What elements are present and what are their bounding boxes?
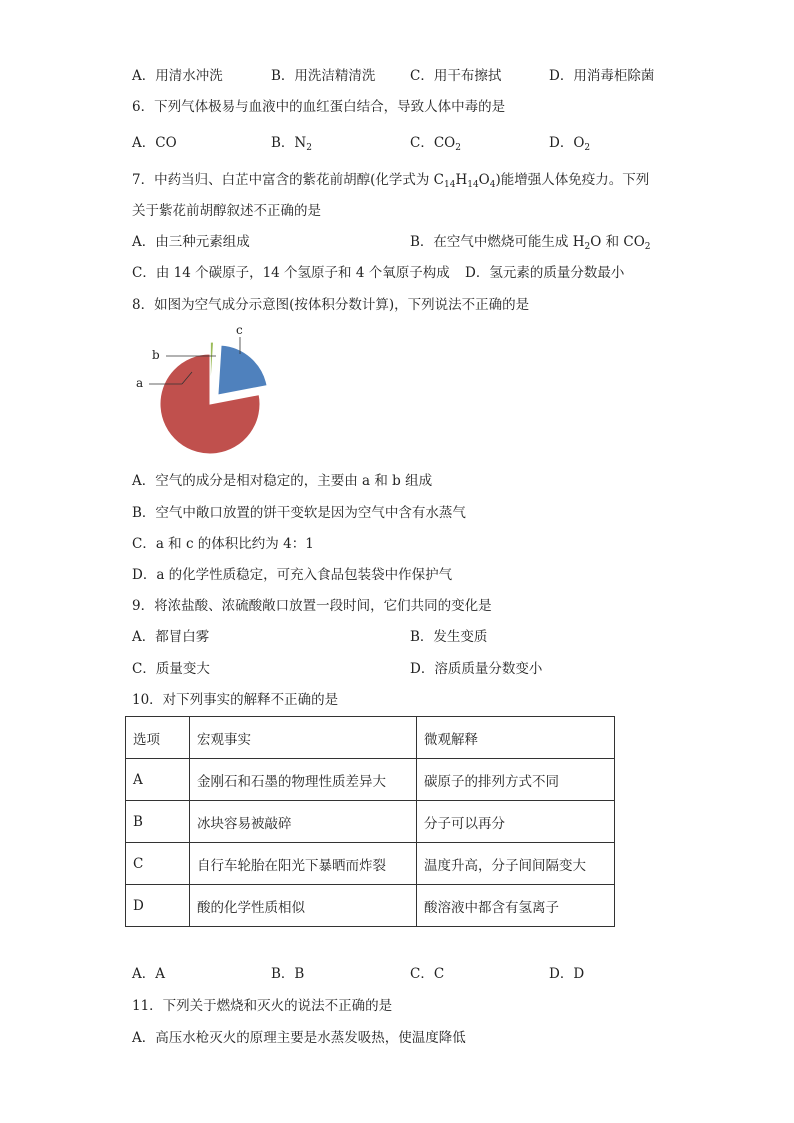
- q6-option-a: A．CO: [132, 135, 177, 151]
- q5-option-c: C．用干布擦拭: [410, 68, 502, 84]
- q11-stem: 11．下列关于燃烧和灭火的说法不正确的是: [132, 998, 393, 1014]
- table-cell: D: [126, 885, 190, 927]
- q6-option-c: C．$CO_2$: [410, 135, 461, 153]
- table-cell: 金刚石和石墨的物理性质差异大: [190, 759, 417, 801]
- q7-option-b: B．在空气中燃烧可能生成 $H_2O$ 和 $CO_2$: [410, 234, 651, 252]
- table-cell: 酸的化学性质相似: [190, 885, 417, 927]
- q9-option-b: B．发生变质: [410, 629, 488, 645]
- table-cell: A: [126, 759, 190, 801]
- q8-option-c: C．a 和 c 的体积比约为 4：1: [132, 536, 314, 552]
- q7-option-d: D．氢元素的质量分数最小: [465, 265, 625, 281]
- table-cell: 酸溶液中都含有氢离子: [417, 885, 615, 927]
- table-header-cell: 选项: [126, 717, 190, 759]
- q9-stem: 9．将浓盐酸、浓硫酸敞口放置一段时间，它们共同的变化是: [132, 598, 492, 614]
- q8-option-d: D．a 的化学性质稳定，可充入食品包装袋中作保护气: [132, 567, 453, 583]
- pie-label-a: a: [136, 376, 144, 390]
- table-cell: B: [126, 801, 190, 843]
- q7-stem-line2: 关于紫花前胡醇叙述不正确的是: [132, 203, 321, 219]
- q9-option-c: C．质量变大: [132, 661, 210, 677]
- air-composition-pie-chart: [130, 320, 290, 460]
- pie-label-b: b: [152, 348, 160, 362]
- q8-stem: 8．如图为空气成分示意图(按体积分数计算)，下列说法不正确的是: [132, 297, 530, 313]
- q7-stem-line1: 7．中药当归、白芷中富含的紫花前胡醇(化学式为 $C_{14}H_{14}O_4$)能增强人体免疫力。下列: [132, 172, 650, 190]
- q10-option-d: D．D: [549, 966, 585, 982]
- q6-option-b: B．$N_2$: [271, 135, 312, 153]
- table-cell: 自行车轮胎在阳光下暴晒而炸裂: [190, 843, 417, 885]
- q10-option-b: B．B: [271, 966, 305, 982]
- q5-option-b: B．用洗洁精清洗: [271, 68, 376, 84]
- q10-stem: 10．对下列事实的解释不正确的是: [132, 692, 339, 708]
- table-header-cell: 宏观事实: [190, 717, 417, 759]
- q6-stem: 6．下列气体极易与血液中的血红蛋白结合，导致人体中毒的是: [132, 99, 506, 115]
- table-cell: 分子可以再分: [417, 801, 615, 843]
- table-cell: C: [126, 843, 190, 885]
- pie-slice-b: [210, 342, 213, 392]
- q10-table: [125, 716, 615, 927]
- table-row: [126, 801, 615, 843]
- q8-option-b: B．空气中敞口放置的饼干变软是因为空气中含有水蒸气: [132, 505, 466, 521]
- q7-option-c: C．由 14 个碳原子，14 个氢原子和 4 个氧原子构成: [132, 265, 450, 281]
- q5-option-a: A．用清水冲洗: [132, 68, 223, 84]
- q9-option-a: A．都冒白雾: [132, 629, 210, 645]
- q9-option-d: D．溶质质量分数变小: [410, 661, 543, 677]
- pie-slice-c: [218, 345, 267, 395]
- q10-option-c: C．C: [410, 966, 445, 982]
- table-header-cell: 微观解释: [417, 717, 615, 759]
- table-cell: 碳原子的排列方式不同: [417, 759, 615, 801]
- table-header-row: [126, 717, 615, 759]
- table-row: [126, 885, 615, 927]
- table-row: [126, 843, 615, 885]
- q5-option-d: D．用消毒柜除菌: [549, 68, 655, 84]
- table-row: [126, 759, 615, 801]
- q6-option-d: D．$O_2$: [549, 135, 591, 153]
- q8-option-a: A．空气的成分是相对稳定的，主要由 a 和 b 组成: [132, 473, 433, 489]
- q10-option-a: A．A: [132, 966, 165, 982]
- q7-option-a: A．由三种元素组成: [132, 234, 250, 250]
- q11-option-a: A．高压水枪灭火的原理主要是水蒸发吸热，使温度降低: [132, 1030, 466, 1046]
- table-cell: 温度升高，分子间间隔变大: [417, 843, 615, 885]
- pie-label-c: c: [236, 323, 243, 337]
- table-cell: 冰块容易被敲碎: [190, 801, 417, 843]
